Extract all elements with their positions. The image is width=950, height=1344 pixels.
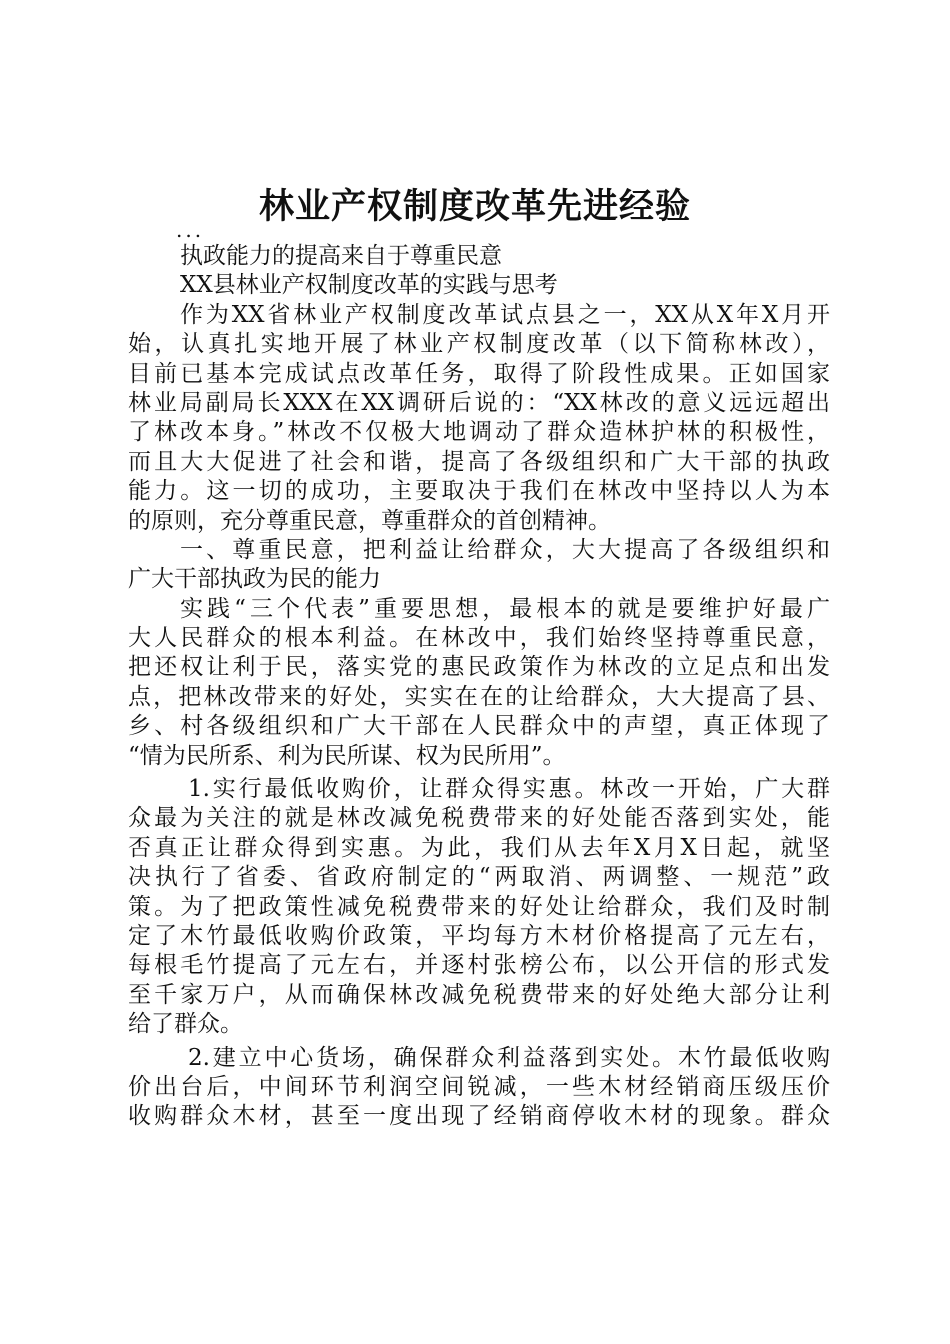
text-line: 把还权让利于民，落实党的惠民政策作为林改的立足点和出发 [128,654,830,681]
subtitle-line: 执政能力的提高来自于尊重民意 [180,243,502,269]
text-line: 至千家万户，从而确保林改减免税费带来的好处绝大部分让利 [128,981,830,1008]
ellipsis: ... [176,218,205,242]
text-line: “情为民所系、利为民所谋、权为民所用”。 [128,742,566,769]
text-line: 实践“三个代表”重要思想，最根本的就是要维护好最广 [180,595,830,622]
subtitle-line: XX县林业产权制度改革的实践与思考 [180,272,558,299]
text-line: 收购群众木材，甚至一度出现了经销商停收木材的现象。群众 [128,1103,830,1130]
text-line: 了林改本身。”林改不仅极大地调动了群众造林护林的积极性， [128,419,830,446]
document-title: 林业产权制度改革先进经验 [258,186,691,227]
text-line: 始，认真扎实地开展了林业产权制度改革（以下简称林改）， [128,331,830,358]
text-line: 大人民群众的根本利益。在林改中，我们始终坚持尊重民意， [128,625,830,652]
paragraph-intro [128,301,830,536]
text-line: 的原则，充分尊重民意，尊重群众的首创精神。 [128,507,611,534]
text-line: 价出台后，中间环节利润空间锐减，一些木材经销商压级压价 [128,1073,830,1100]
paragraph-2 [128,775,830,1040]
text-line: 策。为了把政策性减免税费带来的好处让给群众，我们及时制 [128,893,830,920]
text-line: 1.实行最低收购价，让群众得实惠。林改一开始，广大群 [188,776,830,803]
paragraph-1 [128,595,830,771]
text-line: 目前已基本完成试点改革任务，取得了阶段性成果。正如国家 [128,360,830,387]
paragraph-3 [128,1044,830,1132]
text-line: 否真正让群众得到实惠。为此，我们从去年X月X日起，就坚 [128,834,830,861]
text-line: 决执行了省委、省政府制定的“两取消、两调整、一规范”政 [128,864,830,891]
section-heading-1 [128,536,830,595]
text-line: 每根毛竹提高了元左右，并逐村张榜公布，以公开信的形式发 [128,952,830,979]
text-line: 而且大大促进了社会和谐，提高了各级组织和广大干部的执政 [128,448,830,475]
text-line: 能力。这一切的成功，主要取决于我们在林改中坚持以人为本 [128,478,830,505]
text-line: 作为XX省林业产权制度改革试点县之一，XX从X年X月开 [180,301,830,328]
document-body [128,218,830,1132]
text-line: 定了木竹最低收购价政策，平均每方木材价格提高了元左右， [128,922,830,949]
heading-line: 一、尊重民意，把利益让给群众，大大提高了各级组织和 [180,536,830,563]
text-line: 2.建立中心货场，确保群众利益落到实处。木竹最低收购 [188,1044,830,1071]
heading-line: 广大干部执政为民的能力 [128,566,381,593]
text-line: 林业局副局长XXX在XX调研后说的：“XX林改的意义远远超出 [128,389,830,416]
text-line: 众最为关注的就是林改减免税费带来的好处能否落到实处，能 [128,805,830,832]
text-line: 点，把林改带来的好处，实实在在的让给群众，大大提高了县、 [128,683,830,710]
text-line: 乡、村各级组织和广大干部在人民群众中的声望，真正体现了 [128,713,830,740]
text-line: 给了群众。 [128,1011,243,1038]
